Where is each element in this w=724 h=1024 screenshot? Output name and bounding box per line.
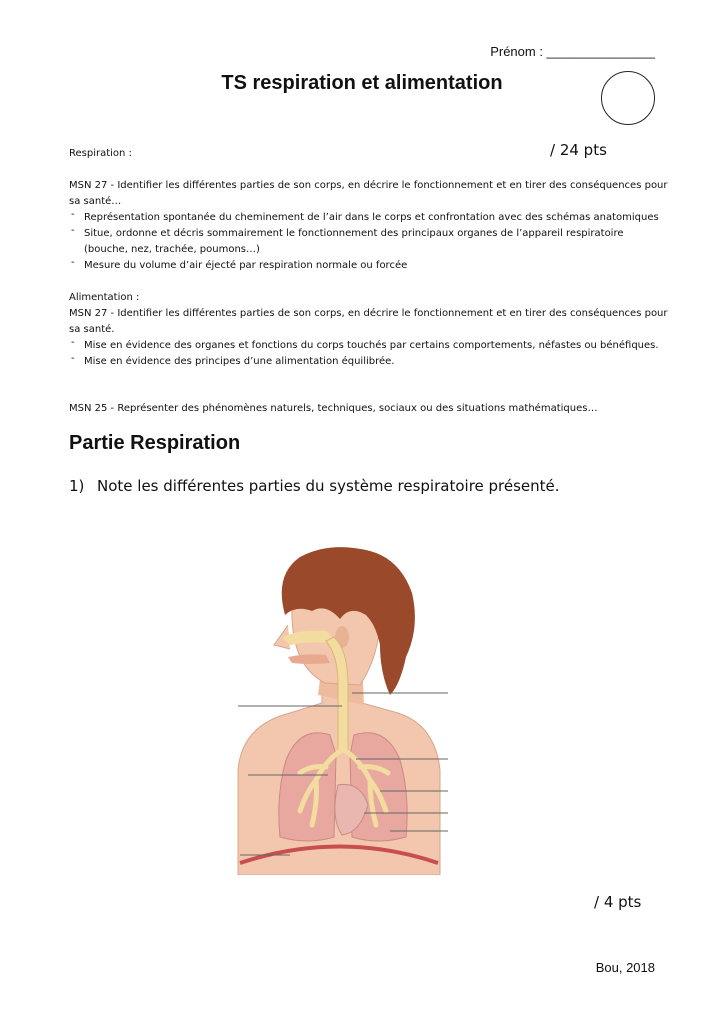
respiratory-system-illustration	[230, 545, 460, 875]
msn25-objective: MSN 25 - Représenter des phénomènes naturels, techniques, sociaux ou des situations mathématiques…	[69, 403, 598, 414]
respiration-objectives	[69, 178, 669, 274]
bullet-item: - Mise en évidence des principes d’une alimentation équilibrée.	[69, 354, 669, 370]
alimentation-label: Alimentation :	[69, 292, 140, 303]
alimentation-msn: MSN 27 - Identifier les différentes parties de son corps, en décrire le fonctionnement et en tirer des conséquences pour sa santé.	[69, 308, 668, 335]
grade-circle	[601, 71, 655, 125]
respiration-bullets	[69, 210, 669, 274]
question-number: 1)	[69, 477, 85, 495]
bullet-item: - Situe, ordonne et décris sommairement le fonctionnement des principaux organes de l’appareil respiratoire (bouche, nez, trachée, poumons…)	[69, 226, 669, 258]
alimentation-objectives	[69, 290, 669, 370]
section-heading: Partie Respiration	[69, 432, 241, 454]
bullet-item: - Mise en évidence des organes et fonctions du corps touchés par certains comportements, néfastes ou bénéfiques.	[69, 338, 669, 354]
oral-cavity	[288, 654, 330, 664]
respiration-msn: MSN 27 - Identifier les différentes parties de son corps, en décrire le fonctionnement et en tirer des conséquences pour sa santé…	[69, 180, 668, 207]
bullet-item: - Mesure du volume d’air éjecté par respiration normale ou forcée	[69, 258, 669, 274]
question-text: Note les différentes parties du système respiratoire présenté.	[97, 477, 560, 495]
question-points: / 4 pts	[594, 893, 642, 911]
question-1	[69, 477, 560, 495]
total-points: / 24 pts	[550, 141, 607, 159]
bullet-item: - Représentation spontanée du cheminement de l’air dans le corps et confrontation avec des schémas anatomiques	[69, 210, 669, 226]
respiration-label: Respiration :	[69, 148, 132, 159]
alimentation-bullets	[69, 338, 669, 370]
prenom-field[interactable]: Prénom : _______________	[490, 44, 655, 59]
page-title: TS respiration et alimentation	[221, 72, 503, 94]
footer-credit: Bou, 2018	[595, 960, 655, 975]
